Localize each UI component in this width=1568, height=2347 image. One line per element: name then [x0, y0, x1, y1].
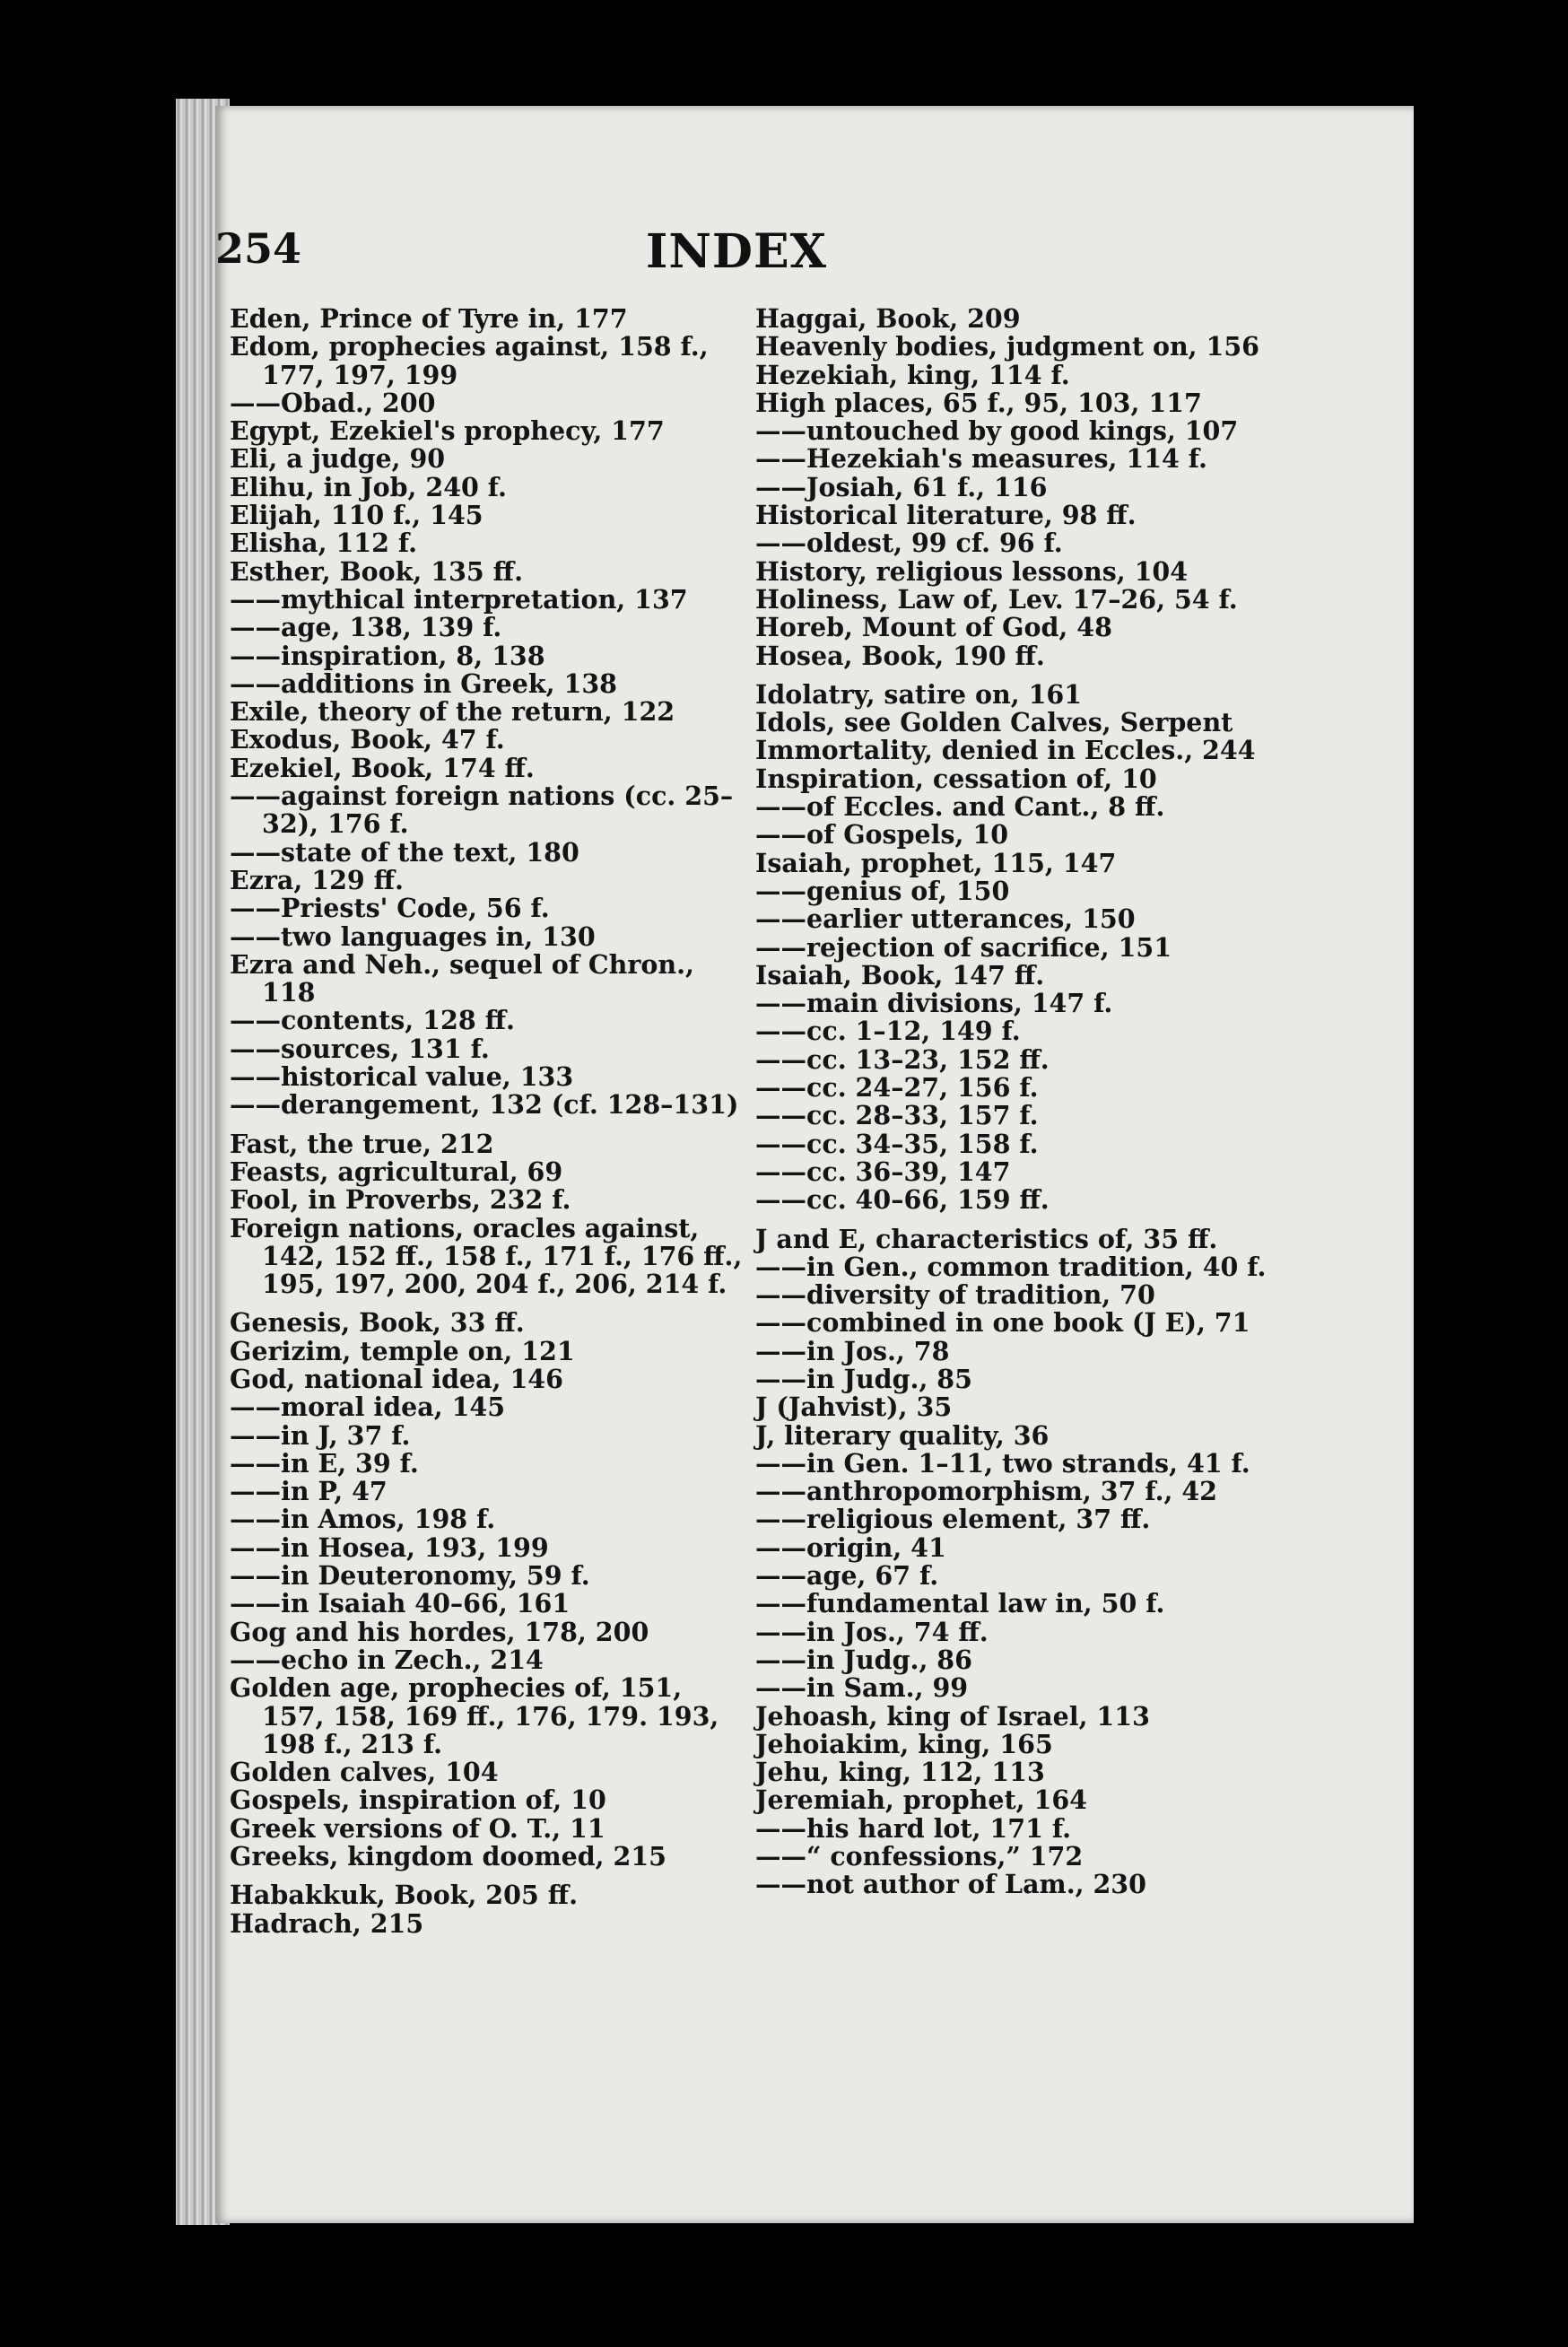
index-entry: ——oldest, 99 cf. 96 f. [755, 528, 1063, 559]
index-entry: ——in Judg., 85 [755, 1363, 972, 1394]
index-entry: ——in Deuteronomy, 59 f. [230, 1560, 590, 1592]
index-entry: ——in Gen. 1–11, two strands, 41 f. [755, 1447, 1250, 1479]
index-entry: History, religious lessons, 104 [755, 555, 1189, 587]
index-entry: ——combined in one book (J E), 71 [755, 1307, 1250, 1339]
index-entry: ——in Jos., 74 ff. [755, 1616, 989, 1647]
index-column-left [230, 305, 750, 1938]
index-entry: ——state of the text, 180 [230, 836, 579, 868]
index-entry: ——cc. 28–33, 157 f. [755, 1100, 1039, 1131]
index-entry: High places, 65 f., 95, 103, 117 [755, 387, 1202, 418]
index-entry: Edom, prophecies against, 158 f., 177, 197, 199 [230, 331, 709, 390]
index-entry: Elisha, 112 f. [230, 528, 418, 559]
index-entry: Ezra, 129 ff. [230, 864, 404, 895]
index-entry: ——fundamental law in, 50 f. [755, 1588, 1165, 1619]
index-entry: ——main divisions, 147 f. [755, 988, 1113, 1019]
index-entry: ——inspiration, 8, 138 [230, 640, 545, 671]
index-entry: Elijah, 110 f., 145 [230, 500, 483, 531]
index-entry: Exile, theory of the return, 122 [230, 696, 675, 728]
index-entry: ——religious element, 37 ff. [755, 1504, 1151, 1535]
index-entry: Golden age, prophecies of, 151, 157, 158, 169 ff., 176, 179. 193, 198 f., 213 f. [230, 1672, 719, 1759]
index-entry: Gog and his hordes, 178, 200 [230, 1616, 649, 1647]
index-entry: Immortality, denied in Eccles., 244 [755, 735, 1256, 766]
index-entry: Feasts, agricultural, 69 [230, 1156, 563, 1187]
index-entry: ——cc. 36–39, 147 [755, 1156, 1011, 1187]
index-entry: Idols, see Golden Calves, Serpent [755, 707, 1233, 738]
index-entry: ——in E, 39 f. [230, 1447, 419, 1479]
index-entry: Exodus, Book, 47 f. [230, 724, 505, 755]
index-entry: ——cc. 34–35, 158 f. [755, 1128, 1039, 1159]
index-entry: ——mythical interpretation, 137 [230, 583, 688, 615]
index-entry: ——anthropomorphism, 37 f., 42 [755, 1476, 1217, 1507]
page-header [215, 224, 1041, 287]
index-entry: Hosea, Book, 190 ff. [755, 640, 1045, 671]
index-entry: ——Hezekiah's measures, 114 f. [755, 443, 1207, 475]
index-entry: ——historical value, 133 [230, 1061, 574, 1093]
index-entry: Horeb, Mount of God, 48 [755, 612, 1112, 643]
index-entry: Hezekiah, king, 114 f. [755, 359, 1070, 390]
index-entry: Fool, in Proverbs, 232 f. [230, 1184, 571, 1216]
index-entry: Ezra and Neh., sequel of Chron., 118 [230, 948, 694, 1008]
index-entry: ——Priests' Code, 56 f. [230, 893, 550, 924]
index-entry: Genesis, Book, 33 ff. [230, 1307, 525, 1339]
index-entry: J, literary quality, 36 [755, 1419, 1050, 1451]
index-entry: Fast, the true, 212 [230, 1128, 494, 1159]
index-entry: ——of Gospels, 10 [755, 819, 1009, 851]
index-entry: ——Obad., 200 [230, 387, 436, 418]
index-entry: ——Josiah, 61 f., 116 [755, 471, 1048, 502]
index-entry: J (Jahvist), 35 [755, 1392, 953, 1423]
index-entry: Isaiah, Book, 147 ff. [755, 959, 1045, 990]
index-entry: ——age, 67 f. [755, 1560, 939, 1592]
index-entry: ——against foreign nations (cc. 25–32), 176 f. [230, 781, 734, 840]
index-entry: ——two languages in, 130 [230, 920, 596, 952]
index-entry: Greek versions of O. T., 11 [230, 1812, 605, 1844]
index-entry: ——origin, 41 [755, 1531, 946, 1563]
index-entry: ——his hard lot, 171 f. [755, 1812, 1071, 1844]
index-entry: Egypt, Ezekiel's prophecy, 177 [230, 415, 665, 447]
index-entry: Esther, Book, 135 ff. [230, 555, 523, 587]
index-entry: Eli, a judge, 90 [230, 443, 446, 475]
index-entry: ——“ confessions,” 172 [755, 1841, 1084, 1872]
index-entry: ——contents, 128 ff. [230, 1005, 515, 1036]
index-entry: ——in J, 37 f. [230, 1419, 411, 1451]
index-entry: Golden calves, 104 [230, 1757, 499, 1788]
index-entry: ——not author of Lam., 230 [755, 1869, 1146, 1900]
index-entry: Heavenly bodies, judgment on, 156 [755, 331, 1260, 362]
index-entry: ——in Gen., common tradition, 40 f. [755, 1251, 1267, 1282]
index-entry: Haggai, Book, 209 [755, 303, 1021, 334]
index-entry: Gerizim, temple on, 121 [230, 1335, 575, 1366]
index-entry: Hadrach, 215 [230, 1907, 424, 1939]
index-entry: ——in Amos, 198 f. [230, 1504, 496, 1535]
index-entry: Idolatry, satire on, 161 [755, 678, 1083, 710]
index-entry: ——moral idea, 145 [230, 1392, 506, 1423]
index-entry: Jehoiakim, king, 165 [755, 1728, 1053, 1759]
page-number: 254 [215, 224, 302, 273]
page-title: INDEX [646, 224, 827, 279]
index-entry: Historical literature, 98 ff. [755, 500, 1137, 531]
index-entry: Eden, Prince of Tyre in, 177 [230, 303, 628, 334]
index-entry: ——in Isaiah 40–66, 161 [230, 1588, 571, 1619]
index-entry: ——additions in Greek, 138 [230, 667, 618, 699]
index-entry: ——of Eccles. and Cant., 8 ff. [755, 791, 1165, 823]
index-entry: Gospels, inspiration of, 10 [230, 1784, 606, 1816]
index-entry: Jeremiah, prophet, 164 [755, 1784, 1088, 1816]
index-column-right [755, 305, 1276, 1899]
index-entry: ——in Sam., 99 [755, 1672, 969, 1704]
index-entry: Foreign nations, oracles against, 142, 152 ff., 158 f., 171 f., 176 ff., 195, 197, 200, 204 f., 206, 214 f. [230, 1212, 743, 1300]
index-entry: ——in Hosea, 193, 199 [230, 1531, 549, 1563]
index-entry: ——cc. 24–27, 156 f. [755, 1072, 1039, 1104]
index-entry: J and E, characteristics of, 35 ff. [755, 1223, 1218, 1254]
index-entry: ——sources, 131 f. [230, 1033, 490, 1064]
index-entry: Isaiah, prophet, 115, 147 [755, 847, 1117, 878]
index-entry: ——genius of, 150 [755, 875, 1010, 906]
index-entry: ——cc. 40–66, 159 ff. [755, 1184, 1050, 1216]
index-entry: ——diversity of tradition, 70 [755, 1279, 1155, 1311]
index-entry: God, national idea, 146 [230, 1363, 563, 1394]
index-entry: ——cc. 13–23, 152 ff. [755, 1043, 1050, 1075]
index-entry: Jehoash, king of Israel, 113 [755, 1700, 1150, 1732]
index-entry: Greeks, kingdom doomed, 215 [230, 1841, 666, 1872]
index-entry: ——in Judg., 86 [755, 1644, 972, 1675]
index-entry: Inspiration, cessation of, 10 [755, 763, 1157, 794]
index-entry: ——in Jos., 78 [755, 1335, 950, 1366]
index-entry: ——earlier utterances, 150 [755, 903, 1136, 935]
index-entry: ——echo in Zech., 214 [230, 1644, 544, 1675]
index-entry: ——rejection of sacrifice, 151 [755, 931, 1172, 963]
index-entry: ——untouched by good kings, 107 [755, 415, 1239, 447]
index-entry: ——cc. 1–12, 149 f. [755, 1016, 1021, 1047]
index-entry: Habakkuk, Book, 205 ff. [230, 1880, 579, 1911]
index-entry: Holiness, Law of, Lev. 17–26, 54 f. [755, 583, 1238, 615]
index-entry: Jehu, king, 112, 113 [755, 1757, 1045, 1788]
index-entry: ——derangement, 132 (cf. 128–131) [230, 1089, 739, 1121]
index-entry: Elihu, in Job, 240 f. [230, 471, 507, 502]
index-entry: Ezekiel, Book, 174 ff. [230, 752, 535, 783]
index-entry: ——age, 138, 139 f. [230, 612, 502, 643]
index-entry: ——in P, 47 [230, 1476, 388, 1507]
